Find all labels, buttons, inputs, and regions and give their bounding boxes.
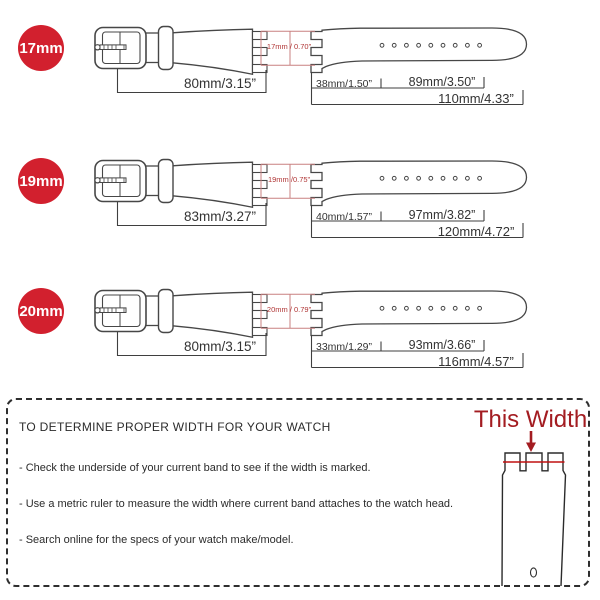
short-segment-label: 33mm/1.29” bbox=[315, 340, 373, 353]
size-badge-label: 19mm bbox=[19, 172, 63, 190]
short-segment-label: 38mm/1.50” bbox=[315, 77, 373, 90]
size-badge bbox=[18, 25, 64, 71]
instruction-item: - Use a metric ruler to measure the width where current band attaches to the watch head. bbox=[19, 498, 454, 510]
short-segment-label: 40mm/1.57” bbox=[315, 210, 373, 223]
buckle-length-label: 80mm/3.15” bbox=[183, 76, 257, 91]
band-width-label: 17mm / 0.70” bbox=[266, 41, 312, 51]
band-width-label: 19mm /0.75” bbox=[267, 174, 311, 184]
this-width-label: This Width bbox=[473, 406, 588, 433]
instruction-item: - Check the underside of your current band to see if the width is marked. bbox=[19, 462, 371, 474]
buckle-length-label: 80mm/3.15” bbox=[183, 339, 257, 354]
buckle-length-label: 83mm/3.27” bbox=[183, 209, 257, 224]
band-width-label: 20mm / 0.79” bbox=[266, 304, 312, 314]
long-segment-label: 89mm/3.50” bbox=[408, 75, 476, 89]
band-size-row-20mm bbox=[0, 263, 600, 394]
size-badge-label: 20mm bbox=[19, 302, 63, 320]
size-badge bbox=[18, 158, 64, 204]
size-badge-label: 17mm bbox=[19, 39, 63, 57]
band-size-row-19mm bbox=[0, 133, 600, 264]
instructions-box bbox=[6, 398, 590, 587]
total-length-label: 116mm/4.57” bbox=[438, 353, 514, 369]
size-badge bbox=[18, 288, 64, 334]
total-length-label: 120mm/4.72” bbox=[437, 223, 515, 239]
instruction-item: - Search online for the specs of your watch make/model. bbox=[19, 534, 294, 546]
band-size-row-17mm bbox=[0, 0, 600, 131]
instructions-title: TO DETERMINE PROPER WIDTH FOR YOUR WATCH bbox=[19, 420, 331, 434]
total-length-label: 110mm/4.33” bbox=[438, 90, 514, 106]
long-segment-label: 93mm/3.66” bbox=[408, 338, 476, 352]
long-segment-label: 97mm/3.82” bbox=[408, 208, 476, 222]
